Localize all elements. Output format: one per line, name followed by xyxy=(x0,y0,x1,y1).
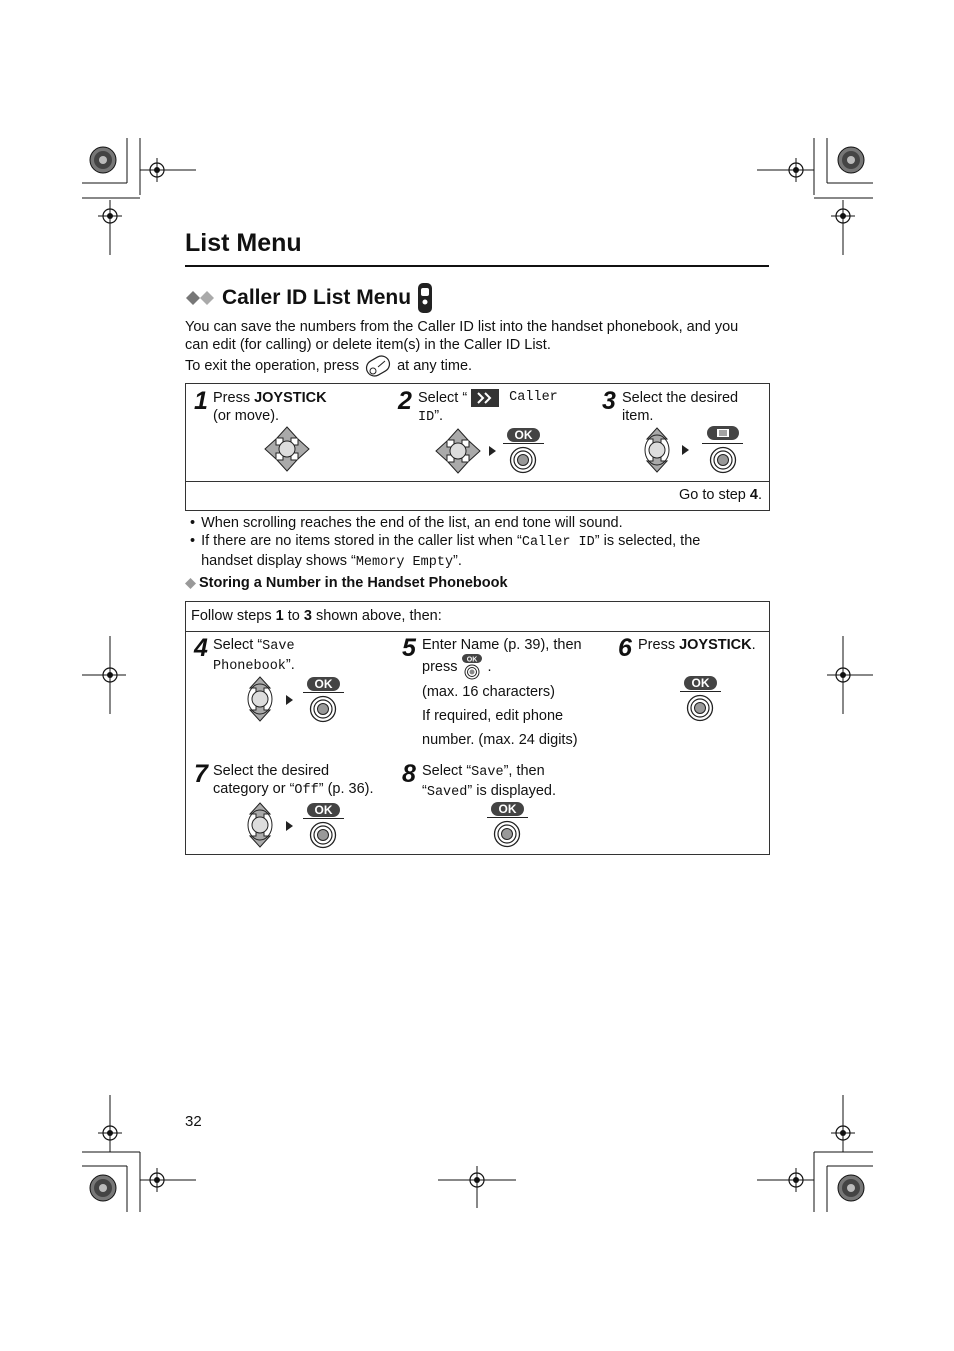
ok-label: OK xyxy=(307,677,340,691)
footer-text: . xyxy=(757,487,762,503)
softkey-line xyxy=(680,691,721,692)
step-mono: Save xyxy=(262,639,295,654)
softkey-line xyxy=(503,443,544,444)
step-bold: JOYSTICK xyxy=(254,390,327,406)
joystick-updown-icon xyxy=(245,676,275,722)
section-heading xyxy=(186,282,433,314)
step-text-line xyxy=(422,654,582,680)
header-text: to xyxy=(283,608,304,624)
step-text: . xyxy=(751,637,756,653)
step-3-text xyxy=(622,389,738,425)
exit-text: To exit the operation, press xyxy=(185,358,360,374)
footer-text: Go to step xyxy=(678,487,750,503)
step-text: number. (max. 24 digits) xyxy=(422,732,578,748)
step-text: ”. xyxy=(434,408,444,424)
softkey-line xyxy=(487,817,528,818)
go-to-step xyxy=(585,486,762,504)
joystick-updown-icon xyxy=(245,802,275,848)
header-step: 1 xyxy=(275,608,284,624)
caller-id-menu-icon xyxy=(471,389,499,407)
registration-star-icon xyxy=(90,147,116,173)
subsection-title: Storing a Number in the Handset Phonebook xyxy=(199,575,508,591)
step-text: ”, then xyxy=(503,763,545,779)
step-number: 1 xyxy=(194,387,208,415)
header-text: shown above, then: xyxy=(311,608,442,624)
step-text: Select the desired xyxy=(622,390,739,406)
step-mono: Caller xyxy=(509,390,558,405)
off-button-icon xyxy=(364,354,392,378)
bullet-text: ” is selected, the xyxy=(594,533,701,549)
step-text: . xyxy=(487,659,492,675)
step-5-text xyxy=(422,636,582,752)
step-text: Select the desired xyxy=(213,763,330,779)
step-number: 7 xyxy=(194,760,208,788)
navigator-button-icon xyxy=(686,694,714,722)
step-number: 3 xyxy=(602,387,616,415)
step-mono: Phonebook xyxy=(213,659,286,674)
list-item xyxy=(190,532,770,572)
bullet-dot: • xyxy=(190,515,196,531)
step-text: ” is displayed. xyxy=(467,783,557,799)
step-text: Select “ xyxy=(422,763,472,779)
step-text: Press xyxy=(213,390,255,406)
svg-text:OK: OK xyxy=(467,656,478,664)
step-2-text xyxy=(418,389,578,427)
softkey-line xyxy=(303,692,344,693)
arrow-right-icon xyxy=(286,821,293,831)
ok-label: OK xyxy=(491,802,524,816)
box-divider xyxy=(186,631,769,632)
step-text: (max. 16 characters) xyxy=(422,684,555,700)
joystick-4way-icon xyxy=(435,428,481,474)
page-title: List Menu xyxy=(185,229,302,257)
bullet-text: ”. xyxy=(453,553,462,569)
step-text: ”. xyxy=(285,657,295,673)
header-text: Follow steps xyxy=(191,608,276,624)
exit-text: at any time. xyxy=(397,358,473,374)
step-text: Press xyxy=(638,637,680,653)
footer-step: 4 xyxy=(749,487,758,503)
ok-label: OK xyxy=(684,676,717,690)
joystick-4way-icon xyxy=(264,426,310,472)
step-number: 6 xyxy=(618,634,632,662)
registration-star-icon xyxy=(90,1175,116,1201)
step-text: ” (p. 36). xyxy=(318,781,374,797)
ok-label: OK xyxy=(507,428,540,442)
step-number: 2 xyxy=(398,387,412,415)
bullet-text: handset display shows “ xyxy=(201,553,356,569)
step-text: (or move). xyxy=(213,408,280,424)
step-text: “ xyxy=(422,783,427,799)
arrow-right-icon xyxy=(682,445,689,455)
step-7-text xyxy=(213,762,374,800)
subsection-heading xyxy=(185,575,508,591)
menu-softkey-icon xyxy=(704,426,742,442)
step-4-text xyxy=(213,636,295,676)
double-diamond-icon xyxy=(186,291,216,305)
notes-list xyxy=(190,514,770,572)
step-mono: Saved xyxy=(426,785,468,800)
step-mono: Save xyxy=(471,765,504,780)
section-title: Caller ID List Menu xyxy=(222,286,412,309)
bullet-mono: Caller ID xyxy=(521,535,595,550)
header-step: 3 xyxy=(303,608,312,624)
bullet-mono: Memory Empty xyxy=(355,555,454,570)
step-text: If required, edit phone xyxy=(422,708,564,724)
bullet-dot: • xyxy=(190,533,196,549)
step-mono: ID xyxy=(418,410,435,425)
step-6-text xyxy=(638,636,756,654)
step-1-text xyxy=(213,389,327,425)
diamond-icon xyxy=(185,578,196,589)
step-text: Select “ xyxy=(418,390,468,406)
registration-star-icon xyxy=(838,147,864,173)
navigator-button-icon xyxy=(309,821,337,849)
step-number: 4 xyxy=(194,634,208,662)
step-mono: Off xyxy=(294,783,319,798)
step-number: 5 xyxy=(402,634,416,662)
navigator-button-icon xyxy=(509,446,537,474)
joystick-updown-icon xyxy=(642,427,672,473)
intro-line: You can save the numbers from the Caller ID list into the handset phonebook, and you xyxy=(185,319,739,335)
step-bold: JOYSTICK xyxy=(679,637,752,653)
list-item xyxy=(190,514,770,532)
step-text: Select “ xyxy=(213,637,263,653)
step-number: 8 xyxy=(402,760,416,788)
arrow-right-icon xyxy=(489,446,496,456)
page-number: 32 xyxy=(185,1113,202,1130)
step-8-text xyxy=(422,762,556,802)
step-text: category or “ xyxy=(213,781,295,797)
navigator-button-icon xyxy=(493,820,521,848)
section-intro xyxy=(185,318,775,378)
softkey-line xyxy=(702,443,743,444)
registration-star-icon xyxy=(838,1175,864,1201)
ok-label: OK xyxy=(307,803,340,817)
bullet-text: If there are no items stored in the caller list when “ xyxy=(201,533,522,549)
bullet-text: When scrolling reaches the end of the list, an end tone will sound. xyxy=(201,515,623,531)
box-header xyxy=(191,607,442,625)
title-divider xyxy=(185,265,769,267)
step-text: item. xyxy=(622,408,654,424)
exit-instruction xyxy=(185,354,775,378)
softkey-line xyxy=(303,818,344,819)
box-divider xyxy=(186,481,769,482)
handset-icon xyxy=(417,282,433,314)
navigator-button-icon xyxy=(709,446,737,474)
arrow-right-icon xyxy=(286,695,293,705)
intro-line: can edit (for calling) or delete item(s) in the Caller ID List. xyxy=(185,337,551,353)
ok-button-small-icon xyxy=(461,654,483,680)
step-text: press xyxy=(422,659,458,675)
step-text: Enter Name (p. 39), then xyxy=(422,637,582,653)
navigator-button-icon xyxy=(309,695,337,723)
